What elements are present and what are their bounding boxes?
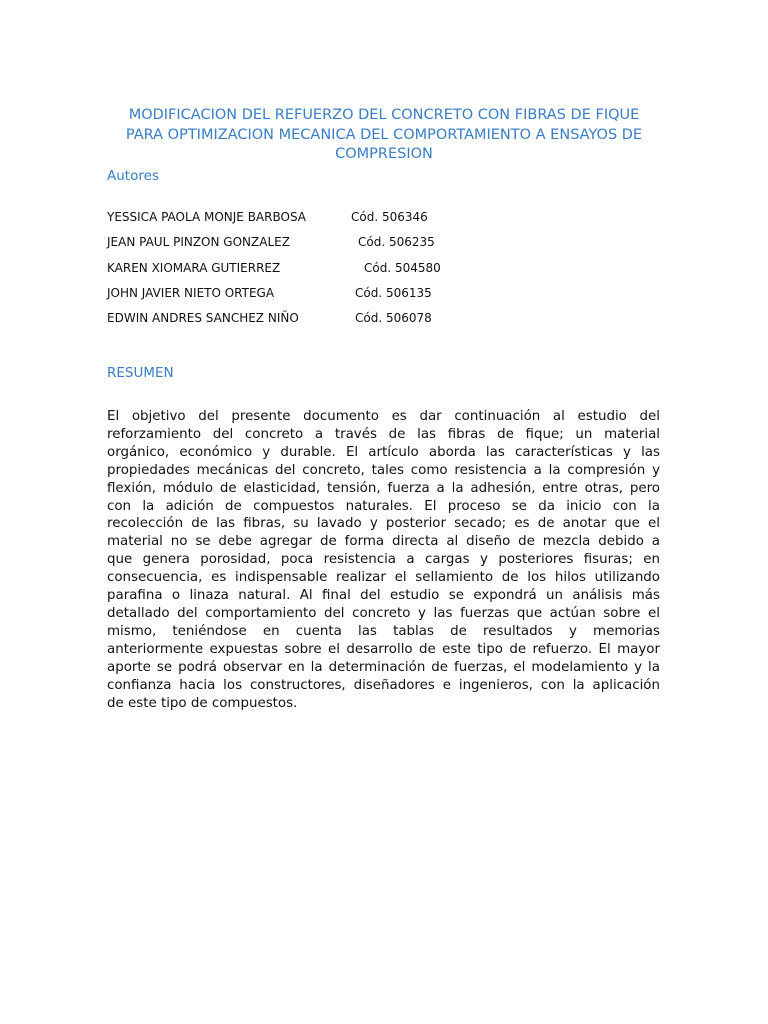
title-line: PARA OPTIMIZACION MECANICA DEL COMPORTAMIENTO A ENSAYOS DE bbox=[125, 126, 643, 143]
summary-line: de este tipo de compuestos. bbox=[107, 695, 298, 711]
summary-line: material no se debe agregar de forma directa al diseño de mezcla debido a bbox=[107, 534, 660, 550]
summary-heading: RESUMEN bbox=[107, 365, 174, 381]
summary-line: propiedades mecánicas del concreto, tales como resistencia a la compresión y bbox=[107, 462, 660, 478]
summary-line: confianza hacia los constructores, diseñadores e ingenieros, con la aplicación bbox=[107, 677, 660, 693]
summary-line: orgánico, económico y durable. El artículo aborda las características y las bbox=[107, 444, 660, 460]
title-line: COMPRESION bbox=[335, 146, 433, 162]
authors-list bbox=[107, 208, 527, 334]
summary-line: detallado del comportamiento del concreto y las fuerzas que actúan sobre el bbox=[107, 605, 660, 621]
summary-line: anteriormente expuestas sobre el desarrollo de este tipo de refuerzo. El mayor bbox=[107, 641, 660, 657]
author-code: Cód. 506135 bbox=[355, 285, 432, 300]
summary-line: reforzamiento del concreto a través de las fibras de fique; un material bbox=[107, 426, 660, 442]
summary-line: mismo, teniéndose en cuenta las tablas de resultados y memorias bbox=[107, 623, 660, 639]
summary-line: recolección de las fibras, su lavado y posterior secado; es de anotar que el bbox=[107, 516, 660, 532]
summary-line: El objetivo del presente documento es dar continuación al estudio del bbox=[107, 409, 660, 424]
summary-line: que genera porosidad, poca resistencia a cargas y posteriores fisuras; en bbox=[107, 552, 660, 568]
author-name: EDWIN ANDRES SANCHEZ NIÑO bbox=[107, 311, 299, 326]
author-row bbox=[107, 309, 527, 334]
author-code: Cód. 506235 bbox=[358, 235, 435, 250]
summary-line: parafina o linaza natural. Al final del estudio se expondrá un análisis más bbox=[107, 588, 660, 604]
summary-line: con la adición de compuestos naturales. El proceso se da inicio con la bbox=[107, 498, 660, 514]
summary-line: flexión, módulo de elasticidad, tensión, fuerza a la adhesión, entre otras, pero bbox=[107, 480, 660, 496]
author-row bbox=[107, 233, 527, 258]
author-code: Cód. 504580 bbox=[364, 260, 441, 275]
author-row bbox=[107, 259, 527, 284]
document-title bbox=[100, 106, 668, 165]
author-name: JEAN PAUL PINZON GONZALEZ bbox=[107, 235, 290, 250]
author-name: KAREN XIOMARA GUTIERREZ bbox=[107, 260, 281, 275]
summary-paragraph bbox=[107, 408, 660, 712]
summary-line: aporte se podrá observar en la determinación de fuerzas, el modelamiento y la bbox=[107, 659, 660, 675]
author-code: Cód. 506078 bbox=[355, 311, 432, 326]
author-name: JOHN JAVIER NIETO ORTEGA bbox=[107, 285, 275, 300]
author-row bbox=[107, 208, 527, 233]
author-name: YESSICA PAOLA MONJE BARBOSA bbox=[107, 210, 306, 224]
authors-heading: Autores bbox=[107, 168, 159, 184]
author-row bbox=[107, 284, 527, 309]
author-code: Cód. 506346 bbox=[351, 210, 428, 224]
title-line: MODIFICACION DEL REFUERZO DEL CONCRETO CON FIBRAS DE FIQUE bbox=[128, 107, 640, 123]
summary-line: consecuencia, es indispensable realizar el sellamiento de los hilos utilizando bbox=[107, 570, 660, 586]
